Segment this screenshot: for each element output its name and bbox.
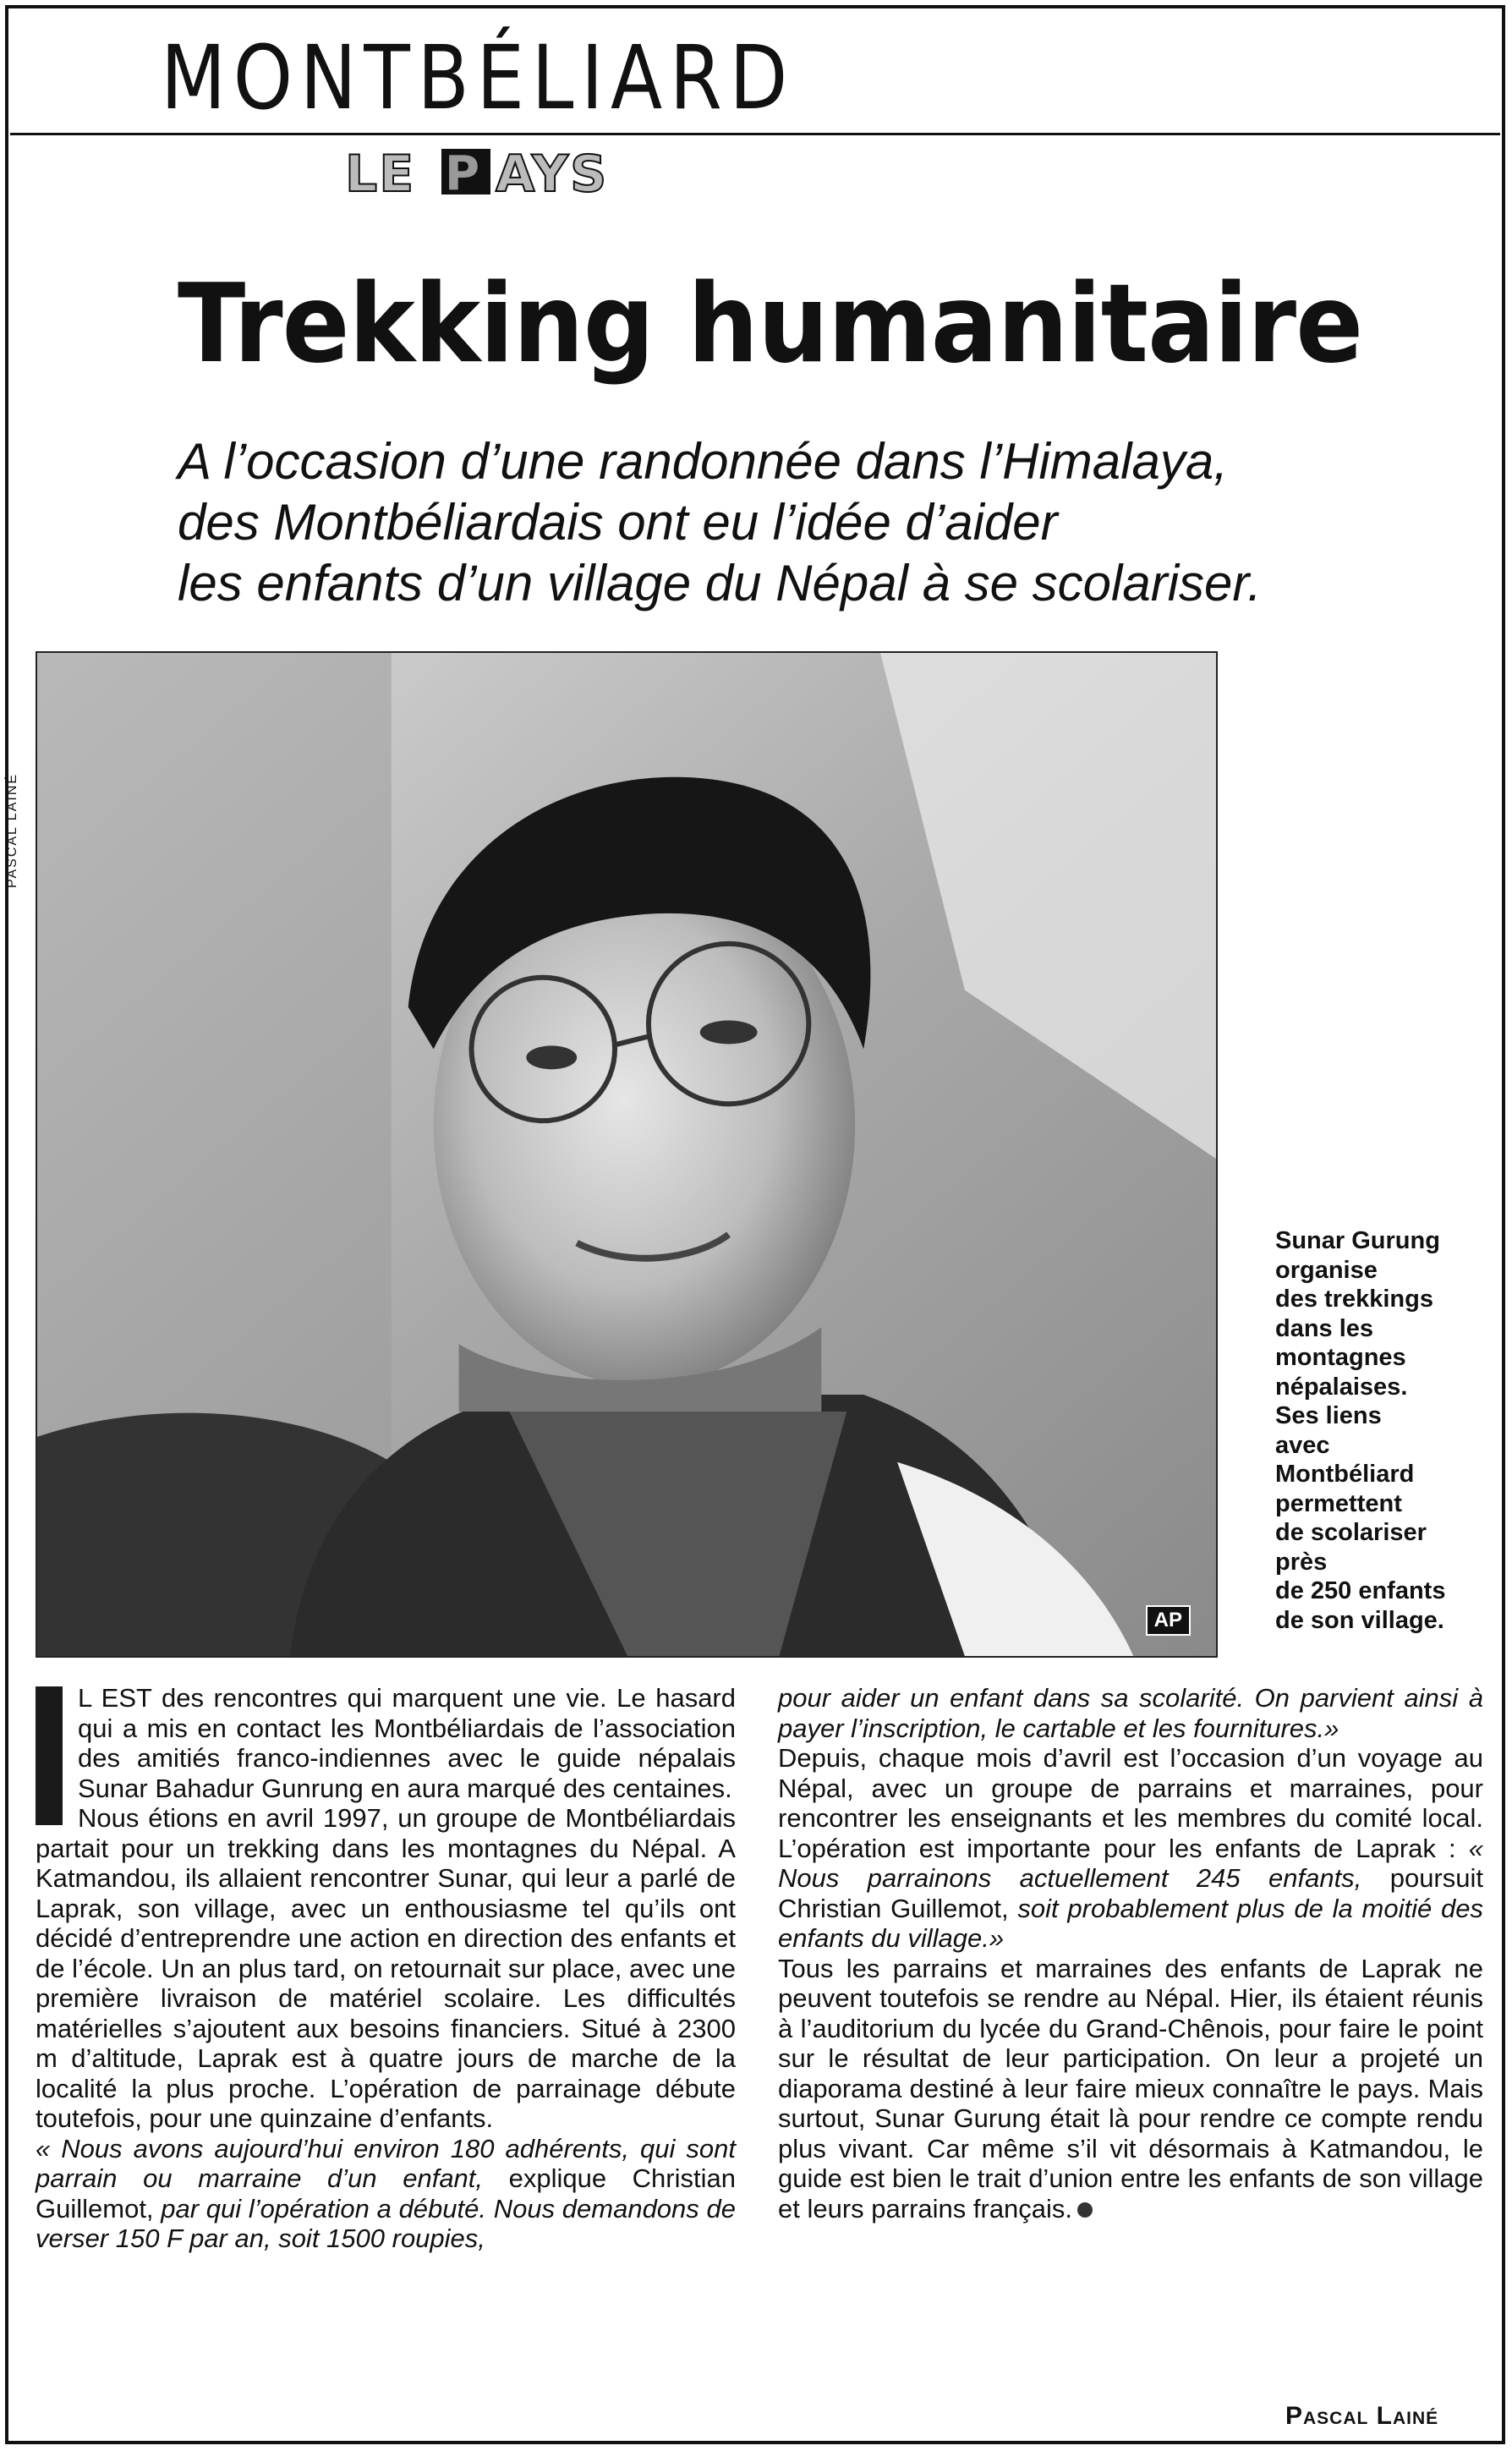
quote-text: soit probablement plus de la moitié des enfants du village.» [778, 1893, 1483, 1953]
caption-line: permettent [1275, 1489, 1402, 1517]
deck-line: A l’occasion d’une randonnée dans l’Himalaya, [178, 433, 1228, 490]
paragraph-text: Depuis, chaque mois d’avril est l’occasion d’un voyage au Népal, avec un groupe de parrains et marraines, pour rencontrer les enseignants et les membres du comité local. L’opération est importante pour les enfants de Laprak : [778, 1743, 1483, 1863]
portrait-photo [37, 653, 1216, 1656]
section-title: MONTBÉLIARD [161, 26, 795, 129]
quote-text: « Nous parrainons actuellement 245 enfants, [778, 1833, 1483, 1893]
quote-paragraph: pour aider un enfant dans sa scolarité. On parvient ainsi à payer l’inscription, le cartable et les fournitures.» [778, 1683, 1483, 1743]
paragraph-text: L EST des rencontres qui marquent une vie. Le hasard qui a mis en contact les Montbéliardais de l’association des amitiés franco-indiennes avec le guide népalais Sunar Bahadur Gunrung en aura marqué des centaines. [78, 1683, 736, 1803]
photo-credit-text: PASCAL LAINÉ [5, 772, 19, 888]
caption-line: avec [1275, 1431, 1330, 1459]
paragraph-text: poursuit Christian Guillemot, [778, 1863, 1483, 1923]
quote-paragraph [36, 2134, 736, 2254]
photo-credit [5, 761, 22, 897]
quote-text: par qui l’opération a débuté. Nous demandons de verser 150 F par an, soit 1500 roupies, [36, 2193, 736, 2253]
deck-line: des Montbéliardais ont eu l’idée d’aider [178, 494, 1058, 551]
svg-text:P: P [445, 146, 480, 198]
caption-line: de scolariser [1275, 1519, 1427, 1546]
body-paragraph: Nous étions en avril 1997, un groupe de Montbéliardais partait pour un trekking dans les montagnes du Népal. A Katmandou, ils allaient rencontrer Sunar, qui leur a parlé de Laprak, son village, avec un enthousiasme tel qu’ils ont décidé d’entreprendre une action en direction des enfants et de l’école. Un an plus tard, on retournait sur place, avec une première livraison de matériel scolaire. Les difficultés matérielles s’ajoutent aux besoins financiers. Situé à 2300 m d’altitude, Laprak est à quatre jours de marche de la localité la plus proche. L’opération de parrainage débute toutefois, pour une quinzaine d’enfants. [36, 1803, 736, 2133]
caption-line: de son village. [1275, 1606, 1444, 1634]
caption-line: de 250 enfants [1275, 1577, 1446, 1604]
caption-line: dans les [1275, 1314, 1374, 1342]
caption-line: népalaises. [1275, 1373, 1408, 1401]
le-pays-logo [345, 145, 666, 198]
article-photo [36, 651, 1218, 1658]
svg-text:LE: LE [345, 145, 416, 198]
byline: Pascal Lainé [1285, 2402, 1439, 2430]
drop-cap [36, 1686, 63, 1825]
body-paragraph [778, 1743, 1483, 1954]
caption-line: Montbéliard [1275, 1461, 1415, 1488]
quote-text: « Nous avons aujourd’hui environ 180 adhérents, qui sont parrain ou marraine d’un enfant, [36, 2133, 736, 2193]
agency-mark: AP [1146, 1605, 1191, 1636]
paragraph-text: Tous les parrains et marraines des enfants de Laprak ne peuvent toutefois se rendre au Népal. Hier, ils étaient réunis à l’auditorium du lycée du Grand-Chênois, pour faire le point sur le résultat de leur participation. On leur a projeté un diaporama destiné à leur faire mieux connaître le pays. Mais surtout, Sunar Gurung était là pour rendre ce compte rendu plus vivant. Car même s’il vit désormais à Katmandou, le guide est bien le trait d’union entre les enfants de son village et leurs parrains français. [778, 1953, 1483, 2223]
caption-line: des trekkings [1275, 1286, 1433, 1313]
svg-text:AYS: AYS [496, 145, 609, 198]
caption-line: Sunar Gurung [1275, 1227, 1440, 1254]
body-paragraph [36, 1683, 736, 1803]
article-column-right [778, 1683, 1483, 2223]
caption-line: Ses liens [1275, 1402, 1382, 1429]
section-divider [10, 133, 1500, 135]
caption-line: organise [1275, 1256, 1378, 1284]
headline: Trekking humanitaire [178, 261, 1363, 387]
article-deck [178, 431, 1361, 614]
caption-line: près [1275, 1548, 1328, 1576]
body-paragraph [778, 1954, 1483, 2224]
article-column-left [36, 1683, 736, 2254]
photo-caption [1275, 1226, 1487, 1635]
deck-line: les enfants d’un village du Népal à se scolariser. [178, 555, 1262, 611]
paragraph-text: explique Christian Guillemot, [36, 2163, 736, 2223]
caption-line: montagnes [1275, 1344, 1406, 1371]
end-mark-icon [1077, 2202, 1093, 2218]
